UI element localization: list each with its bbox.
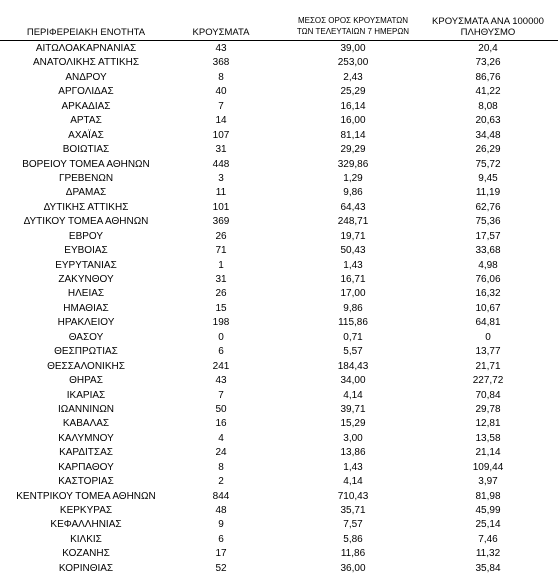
cell-region: ΕΥΡΥΤΑΝΙΑΣ — [55, 259, 117, 271]
cell-cases: 24 — [215, 447, 227, 459]
cell-per-100000: 11,32 — [475, 548, 501, 560]
cell-per-100000: 81,98 — [475, 490, 501, 502]
cell-cases: 7 — [218, 389, 224, 401]
cell-per-100000: 41,22 — [475, 86, 501, 98]
cell-avg: 2,43 — [343, 71, 363, 83]
cell-per-100000: 109,44 — [472, 461, 504, 473]
cell-region: ΚΑΒΑΛΑΣ — [62, 418, 110, 430]
cell-region: ΘΗΡΑΣ — [69, 375, 103, 387]
header-per-100000 — [420, 16, 556, 38]
table-row — [0, 302, 558, 316]
table-row — [0, 85, 558, 99]
cell-region: ΚΑΡΠΑΘΟΥ — [58, 461, 114, 473]
cell-region: ΒΟΡΕΙΟΥ ΤΟΜΕΑ ΑΘΗΝΩΝ — [22, 158, 150, 170]
cell-per-100000: 3,97 — [478, 476, 498, 488]
table-row — [0, 374, 558, 388]
cell-avg: 17,00 — [340, 288, 366, 300]
cell-per-100000: 73,26 — [475, 57, 501, 69]
cell-region: ΗΜΑΘΙΑΣ — [63, 302, 109, 314]
cell-avg: 11,86 — [340, 548, 366, 560]
cell-cases: 101 — [212, 201, 230, 213]
cell-cases: 2 — [218, 476, 224, 488]
cell-cases: 15 — [215, 302, 227, 314]
cell-region: ΘΑΣΟΥ — [68, 331, 104, 343]
cell-region: ΑΡΚΑΔΙΑΣ — [61, 100, 111, 112]
cell-avg: 1,43 — [343, 461, 363, 473]
cell-cases: 1 — [218, 259, 224, 271]
cell-per-100000: 62,76 — [475, 201, 501, 213]
table-row — [0, 114, 558, 128]
cell-region: ΔΡΑΜΑΣ — [65, 187, 107, 199]
cell-region: ΚΟΖΑΝΗΣ — [62, 548, 110, 560]
cell-avg: 329,86 — [337, 158, 369, 170]
cell-region: ΚΑΛΥΜΝΟΥ — [58, 432, 114, 444]
cell-cases: 6 — [218, 346, 224, 358]
cell-avg: 13,86 — [340, 447, 366, 459]
cell-per-100000: 26,29 — [475, 144, 501, 156]
cell-cases: 844 — [212, 490, 230, 502]
cell-per-100000: 0 — [485, 331, 491, 343]
cell-per-100000: 13,77 — [475, 346, 501, 358]
cell-per-100000: 35,84 — [475, 562, 501, 574]
cell-region: ΖΑΚΥΝΘΟΥ — [58, 274, 114, 285]
cell-avg: 9,86 — [343, 187, 363, 199]
cell-region: ΚΟΡΙΝΘΙΑΣ — [58, 562, 114, 574]
cell-per-100000: 75,72 — [475, 158, 501, 170]
cell-region: ΑΙΤΩΛΟΑΚΑΡΝΑΝΙΑΣ — [35, 43, 137, 54]
cell-avg: 5,86 — [343, 533, 363, 545]
table-row — [0, 518, 558, 532]
table-row — [0, 432, 558, 446]
cell-per-100000: 20,4 — [478, 43, 498, 54]
cell-cases: 8 — [218, 461, 224, 473]
cell-region: ΔΥΤΙΚΟΥ ΤΟΜΕΑ ΑΘΗΝΩΝ — [23, 216, 149, 228]
cell-cases: 26 — [215, 288, 227, 300]
cell-cases: 17 — [215, 548, 227, 560]
table-row — [0, 287, 558, 301]
cell-per-100000: 45,99 — [475, 505, 501, 516]
cell-cases: 7 — [218, 100, 224, 112]
table-row — [0, 71, 558, 85]
cell-cases: 43 — [215, 43, 227, 54]
table-row — [0, 345, 558, 359]
table-row — [0, 201, 558, 215]
cell-region: ΕΥΒΟΙΑΣ — [64, 245, 108, 257]
cell-region: ΘΕΣΠΡΩΤΙΑΣ — [54, 346, 118, 358]
table-row — [0, 403, 558, 417]
cell-region: ΑΧΑΪΑΣ — [68, 129, 104, 141]
table-row — [0, 562, 558, 576]
cell-avg: 4,14 — [343, 389, 363, 401]
cell-cases: 31 — [215, 274, 227, 285]
cell-per-100000: 20,63 — [475, 115, 501, 127]
cell-avg: 36,00 — [340, 562, 366, 574]
cell-per-100000: 34,48 — [475, 129, 501, 141]
table-row — [0, 259, 558, 273]
cell-per-100000: 29,78 — [475, 403, 501, 415]
cell-region: ΕΒΡΟΥ — [68, 230, 104, 242]
cell-avg: 29,29 — [340, 144, 366, 156]
cell-region: ΚΕΡΚΥΡΑΣ — [59, 505, 113, 516]
cell-avg: 115,86 — [338, 317, 368, 329]
cell-cases: 71 — [215, 245, 227, 257]
table-row — [0, 461, 558, 475]
table-row — [0, 100, 558, 114]
header-avg-line2: ΤΩΝ ΤΕΛΕΥΤΑΙΩΝ 7 ΗΜΕΡΩΝ — [296, 27, 410, 36]
cell-per-100000: 227,72 — [472, 375, 504, 387]
cell-region: ΒΟΙΩΤΙΑΣ — [62, 144, 110, 156]
table-row — [0, 533, 558, 547]
cell-cases: 31 — [215, 144, 227, 156]
table-row — [0, 504, 558, 518]
cell-cases: 0 — [218, 331, 224, 343]
cell-cases: 48 — [215, 505, 227, 516]
cell-avg: 248,71 — [337, 216, 369, 228]
cell-cases: 52 — [215, 562, 227, 574]
cell-avg: 3,00 — [343, 432, 363, 444]
cell-per-100000: 21,14 — [475, 447, 501, 459]
cell-region: ΚΙΛΚΙΣ — [70, 533, 102, 545]
cell-cases: 6 — [218, 533, 224, 545]
table-row — [0, 244, 558, 258]
cell-region: ΑΡΓΟΛΙΔΑΣ — [58, 86, 114, 98]
cell-region: ΑΝΑΤΟΛΙΚΗΣ ΑΤΤΙΚΗΣ — [32, 57, 140, 69]
cell-avg: 184,43 — [337, 360, 369, 372]
cell-per-100000: 7,46 — [478, 533, 498, 545]
cell-region: ΗΛΕΙΑΣ — [67, 288, 105, 300]
cell-cases: 4 — [218, 432, 224, 444]
cell-avg: 1,29 — [343, 172, 363, 184]
cell-cases: 198 — [212, 317, 230, 329]
header-avg-line1: ΜΕΣΟΣ ΟΡΟΣ ΚΡΟΥΣΜΑΤΩΝ — [297, 16, 409, 25]
table-row — [0, 547, 558, 561]
cell-avg: 15,29 — [340, 418, 366, 430]
cell-avg: 710,43 — [337, 490, 369, 502]
cell-region: ΙΚΑΡΙΑΣ — [66, 389, 106, 401]
header-avg-7-days — [282, 15, 424, 37]
cell-region: ΑΡΤΑΣ — [70, 115, 102, 127]
table-row — [0, 143, 558, 157]
table-row — [0, 172, 558, 186]
cell-avg: 7,57 — [343, 519, 363, 531]
cell-per-100000: 10,67 — [475, 302, 501, 314]
table-row — [0, 56, 558, 70]
cell-avg: 9,86 — [343, 302, 363, 314]
cell-per-100000: 64,81 — [475, 317, 501, 329]
cell-region: ΓΡΕΒΕΝΩΝ — [58, 172, 114, 184]
cell-per-100000: 12,81 — [475, 418, 501, 430]
cell-per-100000: 21,71 — [475, 360, 501, 372]
table-header — [0, 0, 558, 41]
table-row — [0, 446, 558, 460]
cell-region: ΚΕΦΑΛΛΗΝΙΑΣ — [50, 519, 122, 531]
table-row — [0, 316, 558, 330]
cell-per-100000: 25,14 — [475, 519, 501, 531]
cell-per-100000: 4,98 — [478, 259, 498, 271]
cell-avg: 16,14 — [340, 100, 366, 112]
cell-region: ΚΑΡΔΙΤΣΑΣ — [59, 447, 113, 459]
cell-cases: 50 — [215, 403, 227, 415]
header-region: ΠΕΡΙΦΕΡΕΙΑΚΗ ΕΝΟΤΗΤΑ — [26, 27, 146, 38]
cell-cases: 9 — [218, 519, 224, 531]
cell-avg: 1,43 — [343, 259, 363, 271]
cell-cases: 3 — [218, 172, 224, 184]
table-row — [0, 331, 558, 345]
cell-region: ΚΑΣΤΟΡΙΑΣ — [58, 476, 114, 488]
cell-region: ΑΝΔΡΟΥ — [65, 71, 107, 83]
cell-avg: 81,14 — [340, 129, 366, 141]
cell-avg: 39,00 — [340, 43, 366, 54]
header-per-line1: ΚΡΟΥΣΜΑΤΑ ΑΝΑ 100000 — [432, 16, 544, 27]
cell-avg: 34,00 — [340, 375, 366, 387]
table-row — [0, 230, 558, 244]
cell-per-100000: 17,57 — [475, 230, 501, 242]
cell-cases: 8 — [218, 71, 224, 83]
cell-avg: 16,71 — [340, 274, 366, 285]
cell-cases: 40 — [215, 86, 227, 98]
cell-avg: 4,14 — [343, 476, 363, 488]
table-row — [0, 215, 558, 229]
cell-per-100000: 13,58 — [475, 432, 501, 444]
header-per-line2: ΠΛΗΘΥΣΜΟ — [460, 27, 516, 38]
cell-per-100000: 86,76 — [475, 71, 501, 83]
cell-per-100000: 75,36 — [475, 216, 501, 228]
table-row — [0, 475, 558, 489]
table-row — [0, 490, 558, 504]
cell-per-100000: 16,32 — [475, 288, 501, 300]
cell-avg: 0,71 — [343, 331, 363, 343]
table-body — [0, 42, 558, 576]
cell-per-100000: 8,08 — [478, 100, 498, 112]
cell-per-100000: 9,45 — [478, 172, 498, 184]
cell-cases: 14 — [215, 115, 227, 127]
cell-region: ΔΥΤΙΚΗΣ ΑΤΤΙΚΗΣ — [43, 201, 129, 213]
cell-cases: 369 — [212, 216, 230, 228]
table-row — [0, 389, 558, 403]
cell-cases: 43 — [215, 375, 227, 387]
cell-avg: 39,71 — [340, 403, 366, 415]
cell-cases: 26 — [215, 230, 227, 242]
table-row — [0, 186, 558, 200]
cell-region: ΘΕΣΣΑΛΟΝΙΚΗΣ — [47, 360, 125, 372]
header-cases: ΚΡΟΥΣΜΑΤΑ — [192, 27, 250, 38]
cell-per-100000: 70,84 — [475, 389, 501, 401]
cell-avg: 19,71 — [340, 230, 366, 242]
table-row — [0, 158, 558, 172]
table-row — [0, 360, 558, 374]
table-row — [0, 42, 558, 56]
cell-avg: 64,43 — [340, 201, 366, 213]
table-row — [0, 417, 558, 431]
table-row — [0, 273, 558, 287]
cell-avg: 50,43 — [340, 245, 366, 257]
cell-cases: 11 — [215, 187, 227, 199]
cell-per-100000: 33,68 — [475, 245, 501, 257]
cell-region: ΙΩΑΝΝΙΝΩΝ — [57, 403, 115, 415]
cell-region: ΚΕΝΤΡΙΚΟΥ ΤΟΜΕΑ ΑΘΗΝΩΝ — [16, 490, 156, 502]
cell-region: ΗΡΑΚΛΕΙΟΥ — [57, 317, 115, 329]
cell-per-100000: 11,19 — [475, 187, 501, 199]
cell-avg: 35,71 — [340, 505, 366, 516]
cell-avg: 16,00 — [340, 115, 366, 127]
table-row — [0, 129, 558, 143]
cell-avg: 5,57 — [343, 346, 363, 358]
cell-cases: 241 — [212, 360, 230, 372]
cell-cases: 16 — [215, 418, 227, 430]
cell-cases: 107 — [212, 129, 230, 141]
cell-avg: 25,29 — [340, 86, 366, 98]
cell-per-100000: 76,06 — [475, 274, 501, 285]
cell-avg: 253,00 — [337, 57, 369, 69]
cell-cases: 368 — [212, 57, 230, 69]
cell-cases: 448 — [212, 158, 230, 170]
